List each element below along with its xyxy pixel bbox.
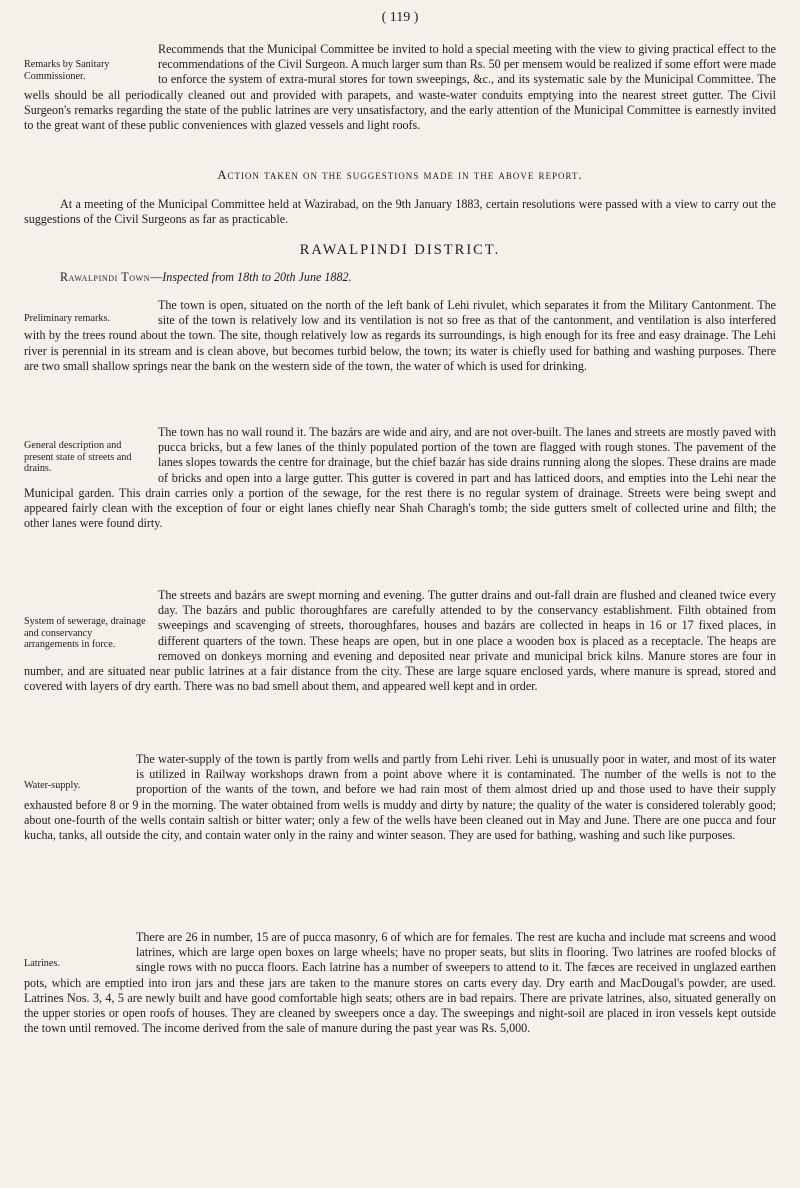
side-note-conservancy: System of sewerage, drainage and conservancy arrangements in force. <box>24 616 146 651</box>
side-note-water-supply: Water-supply. <box>24 780 81 791</box>
latrines-section <box>24 930 776 1036</box>
side-note-streets-drains: General description and present state of streets and drains. <box>24 440 132 475</box>
latrines-paragraph: There are 26 in number, 15 are of pucca masonry, 6 of which are for females. The rest are kucha and include mat screens and wood latrines, which are large open boxes on large wheels; have no proper seats, but slits in flooring. Two latrines are roofed blocks of single rows with no pucca floors. Each latrine has a number of sweepers to attend to it. The fæces are received in unglazed earthen pots, which are emptied into iron jars and these jars are taken to the manure stores on carts every day. Dry earth and MacDougal's powder, are used. Latrines Nos. 3, 4, 5 are newly built and have good comfortable high seats; others are in bad repairs. There are private latrines, also, situated generally on the upper stories or open roofs of houses. They are cleaned by sweepers once a day. The sweepings and night-soil are placed in iron vessels kept outside the town until removed. The income derived from the sale of manure during the past year was Rs. 5,000. <box>24 930 776 1036</box>
remarks-paragraph: Recommends that the Municipal Committee be invited to hold a special meeting with the view to giving practical effect to the recommendations of the Civil Surgeon. A much larger sum than Rs. 50 per mensem would be realized if some effort were made to enforce the system of extra-mural stores for town sweepings, &c., and its systematic sale by the Municipal Committee. The wells should be all periodically cleaned out and provided with parapets, and waste-water conduits emptying into the nearest street gutter. The Civil Surgeon's remarks regarding the state of the public latrines are very unsatisfactory, and the early attention of the Municipal Committee is earnestly invited to the great want of these public conveniences with glazed vessels and light roofs. <box>24 42 776 133</box>
preliminary-remarks-section <box>24 298 776 374</box>
inspection-dates: Inspected from 18th to 20th June 1882. <box>162 270 352 284</box>
water-supply-paragraph: The water-supply of the town is partly from wells and partly from Lehi river. Lehi is unusually poor in water, and most of its water is utilized in Railway workshops drawn from a point above where it is contaminated. The number of the wells is not to the proportion of the wants of the town, and before we had rain most of them almost dried up and those used to have their supply exhausted before 8 or 9 in the morning. The water obtained from wells is muddy and dirty by nature; the quality of the water is considered tolerably good; about one-fourth of the wells contain saltish or bitter water; only a few of the wells have been cleaned out in May and June. There are one pucca and four kucha, tanks, all outside the city, and contain water only in the rainy and winter season. They are used for bathing, washing and such like purposes. <box>24 752 776 843</box>
conservancy-paragraph: The streets and bazárs are swept morning and evening. The gutter drains and out-fall drain are flushed and cleaned twice every day. The bazárs and public thoroughfares are carefully attended to by the conservancy establishment. Filth obtained from sweepings and scavenging of streets, thoroughfares, houses and bazárs are collected in heaps in 16 or 17 fixed places, in different quarters of the town. These heaps are open, but in one place a wooden box is placed as a receptacle. The heaps are removed on donkeys morning and evening and deposited near private and municipal brick kilns. Manure stores are four in number, and are situated near public latrines at a fair distance from the city. These are large square enclosed yards, where manure is spread, stored and covered with layers of dry earth. There was no bad smell about them, and appeared well kept and in order. <box>24 588 776 694</box>
side-note-preliminary: Preliminary remarks. <box>24 313 111 324</box>
side-note-latrines: Latrines. <box>24 958 60 969</box>
conservancy-section <box>24 588 776 694</box>
town-name: Rawalpindi Town <box>60 270 151 284</box>
district-heading: RAWALPINDI DISTRICT. <box>299 242 501 258</box>
preliminary-paragraph: The town is open, situated on the north of the left bank of Lehi rivulet, which separates it from the Military Cantonment. The site of the town is relatively low and its ventilation is not so free as that of the cantonment, and ventilation is also interfered with by the trees round about the town. The site, though relatively low as regards its surroundings, is high enough for its free and easy drainage. The Lehi river is perennial in its stream and is clean above, but becomes turbid below, the town; its water is chiefly used for bathing and washing purposes. There are two small shallow springs near the bank on the western side of the town, the water of which is used for drinking. <box>24 298 776 373</box>
town-heading-dash: — <box>150 270 163 284</box>
page-number: ( 119 ) <box>381 10 419 25</box>
side-note-sanitary-commissioner: Remarks by Sanitary Commissioner. <box>24 59 110 82</box>
streets-drains-section <box>24 425 776 531</box>
water-supply-section <box>24 752 776 843</box>
streets-drains-paragraph: The town has no wall round it. The bazárs are wide and airy, and are not over-built. The lanes and streets are mostly paved with pucca bricks, but a few lanes of the thinly populated portion of the town are flagged with rough stones. The pavement of the lanes slopes towards the centre for drainage, but the chief bazár has side drains running along the slopes. These drains are made of bricks and open into a large gutter. This gutter is covered in part and has latticed doors, and empties into the Lehi near the Municipal garden. This drain carries only a portion of the sewage, for the rest there is no regular system of drainage. Streets were being swept and appeared fairly clean with the exception of four or eight lanes chiefly near Shah Charagh's tomb; the side gutters smelt of collected urine and filth; the other lanes were found dirty. <box>24 425 776 531</box>
action-taken-heading: Action taken on the suggestions made in the above report. <box>217 168 583 182</box>
town-heading <box>24 270 776 285</box>
wazirabad-meeting-paragraph: At a meeting of the Municipal Committee held at Wazirabad, on the 9th January 1883, certain resolutions were passed with a view to carry out the suggestions of the Civil Surgeons as far as practicable. <box>24 197 776 227</box>
sanitary-commissioner-remarks <box>24 42 776 133</box>
